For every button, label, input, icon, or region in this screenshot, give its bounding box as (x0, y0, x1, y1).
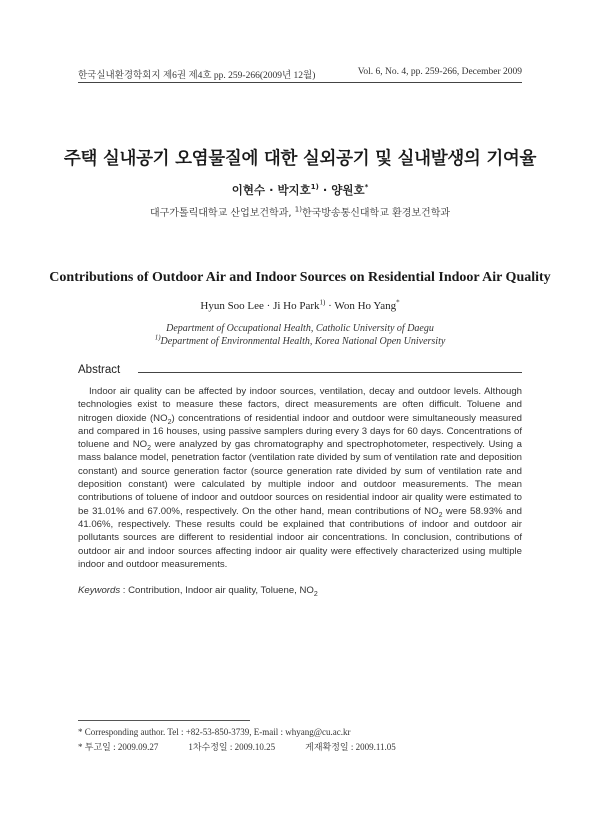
footnote-dates (78, 740, 396, 753)
author-separator: · (265, 183, 278, 197)
affiliation-marker: 1) (310, 183, 319, 192)
running-head (78, 67, 522, 81)
author-separator: · (325, 300, 335, 312)
english-author-2: Ji Ho Park (273, 300, 320, 312)
abstract-text-part: were 58.93% and 41.06%, respectively. These results could be explained that contributions of indoor and outdoor air pollutants sources are different to residential indoor air concentrations. In conclusion, contributions of outdoor air and indoor sources affecting indoor air quality were effectively characterized using multiple indoor and outdoor measurements. (78, 505, 522, 570)
corresponding-marker: * (396, 298, 400, 307)
keywords (78, 585, 522, 596)
english-affiliation-2-line (40, 335, 560, 348)
korean-title: 주택 실내공기 오염물질에 대한 실외공기 및 실내발생의 기여율 (63, 149, 537, 169)
corresponding-marker: * (364, 183, 369, 192)
author-separator: · (263, 300, 274, 312)
keywords-label: Keywords (78, 585, 121, 596)
affiliation-marker: 1) (154, 333, 161, 342)
abstract-rule (138, 372, 522, 373)
english-author-1: Hyun Soo Lee (200, 300, 264, 312)
subscript: 2 (167, 418, 172, 426)
keywords-text: Contribution, Indoor air quality, Toluene, NO (128, 585, 314, 596)
korean-authors (40, 182, 560, 198)
received-date: * 투고일 : 2009.09.27 (78, 742, 159, 752)
running-head-korean: 한국실내환경학회지 제6권 제4호 pp. 259-266(2009년 12월) (78, 71, 316, 81)
english-affiliation-2: Department of Environmental Health, Korea National Open University (160, 336, 446, 347)
header-rule (78, 82, 522, 83)
revised-date: 1차수정일 : 2009.10.25 (188, 742, 276, 752)
abstract-heading (78, 364, 522, 378)
footnote-corresponding: * Corresponding author. Tel : +82-53-850-3739, E-mail : whyang@cu.ac.kr (78, 727, 351, 737)
english-affiliation-1: Department of Occupational Health, Catholic University of Daegu (166, 323, 434, 334)
english-title: Contributions of Outdoor Air and Indoor Sources on Residential Indoor Air Quality (49, 270, 551, 285)
abstract-text-part: were analyzed by gas chromatography and spectrophotometer, respectively. Using a mass balance model, penetration factor (ventilation rate divided by sum of ventilation rate and deposition constant) and source generation factor (source generation rate divided by sum of ventilation rate and deposition constant) were calculated by multiple indoor and outdoor measurements. The mean contributions of toluene of indoor and outdoor sources on residential indoor air quality were estimated to be 31.01% and 67.00%, respectively. On the other hand, mean contributions of NO (78, 439, 522, 517)
affiliation-marker: 1) (319, 298, 326, 307)
abstract-label: Abstract (78, 364, 124, 376)
subscript: 2 (438, 511, 443, 519)
korean-author-2: 박지호 (277, 183, 311, 197)
author-separator: · (318, 183, 332, 197)
korean-author-3: 양원호 (331, 183, 365, 197)
running-head-english: Vol. 6, No. 4, pp. 259-266, December 2009 (357, 67, 522, 77)
korean-affiliation-1: 대구가톨릭대학교 산업보건학과, (149, 208, 292, 219)
affiliation-marker: 1) (294, 205, 302, 214)
korean-affiliations (40, 204, 560, 219)
korean-author-1: 이현수 (231, 183, 266, 197)
english-affiliations (40, 322, 560, 348)
abstract-text-part: ) concentrations of residential indoor and outdoor were simultaneously measured and compared in 16 houses, using passive samplers during every 3 days for 60 days. Concentrations of toluene and NO (78, 412, 522, 451)
keywords-colon: : (120, 585, 129, 596)
korean-affiliation-2: 한국방송통신대학교 환경보건학과 (301, 208, 451, 219)
abstract-body (78, 385, 522, 571)
english-authors (40, 300, 560, 312)
abstract-text-part: Indoor air quality can be affected by indoor sources, ventilation, decay and outdoor levels. Although technologies exist to measure these factors, direct measurements are often difficult. Toluene and nitrogen dioxide (NO (78, 386, 522, 424)
accepted-date: 게재확정일 : 2009.11.05 (305, 742, 396, 752)
subscript: 2 (313, 590, 318, 598)
subscript: 2 (147, 445, 152, 453)
english-author-3: Won Ho Yang (334, 300, 397, 312)
footnote-rule (78, 720, 250, 721)
